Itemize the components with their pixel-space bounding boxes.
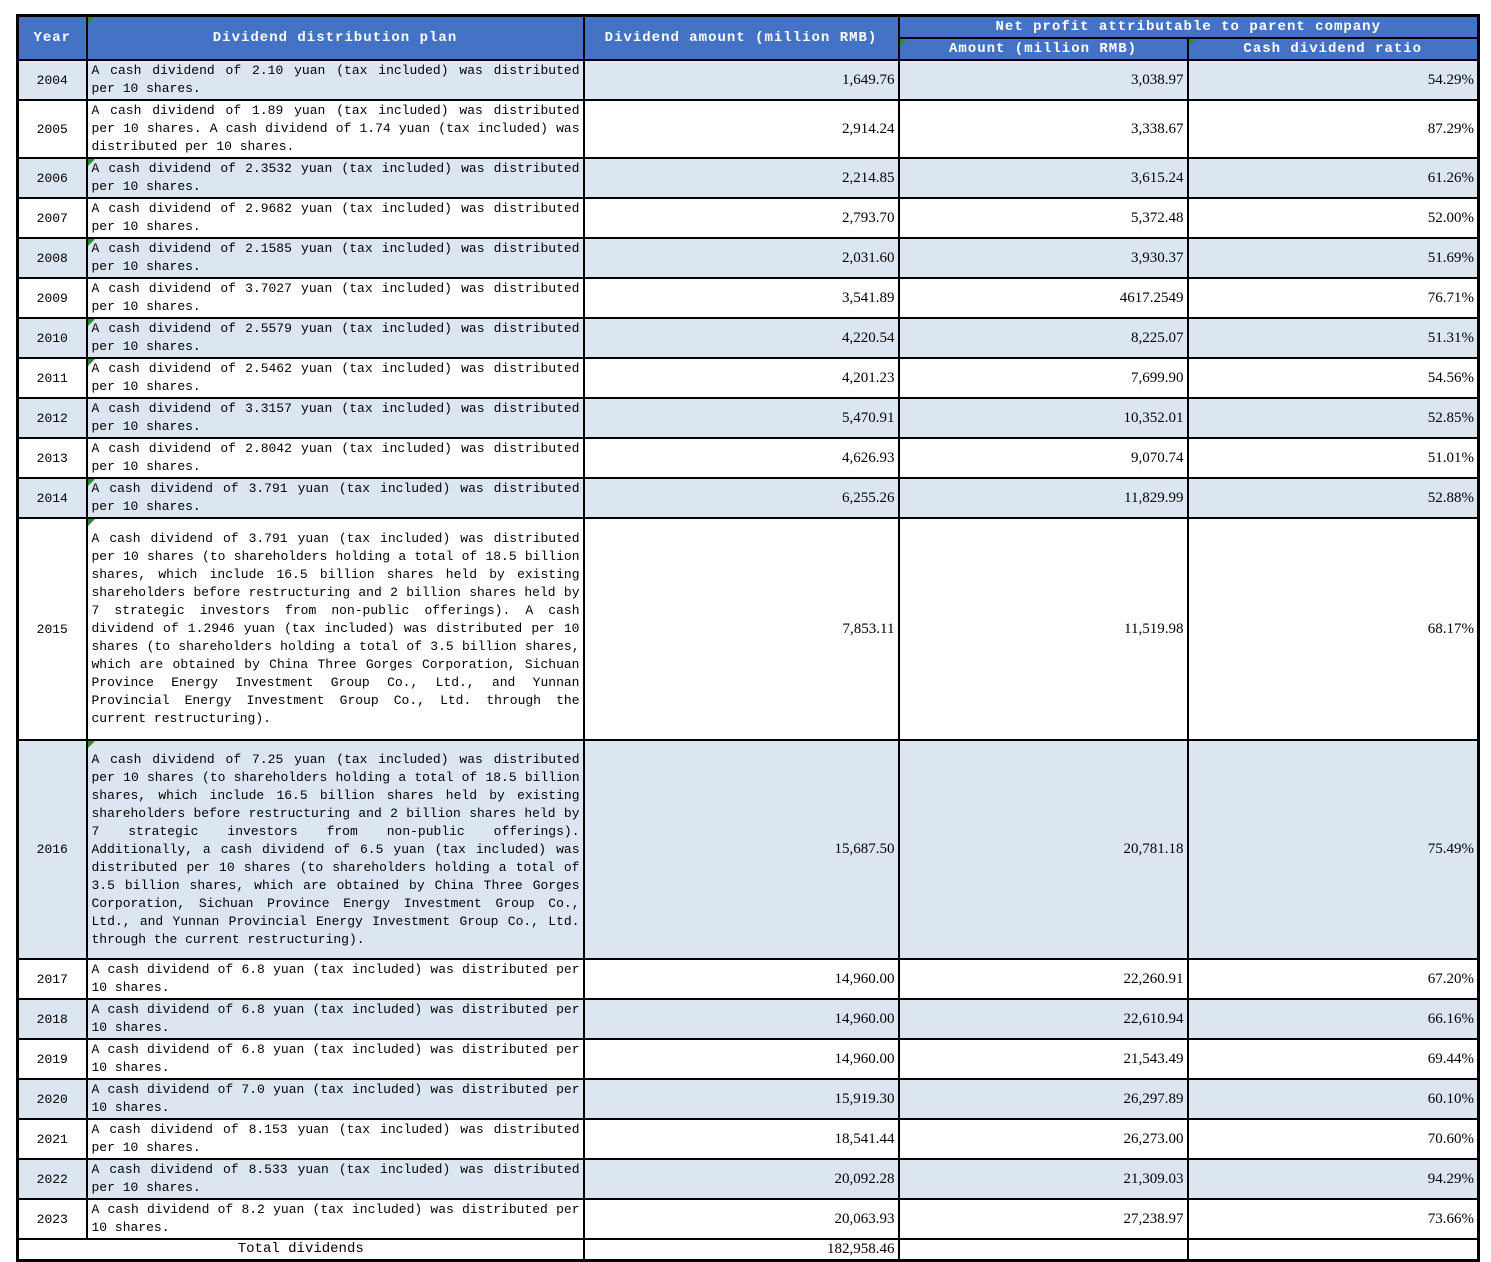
table-row bbox=[18, 1159, 1479, 1199]
dividend-amount-cell: 4,626.93 bbox=[584, 438, 899, 478]
net-profit-amount-cell: 5,372.48 bbox=[899, 198, 1188, 238]
cash-dividend-ratio-cell: 70.60% bbox=[1188, 1119, 1479, 1159]
plan-cell: A cash dividend of 2.3532 yuan (tax included) was distributed per 10 shares. bbox=[87, 158, 584, 198]
dividend-amount-cell: 2,914.24 bbox=[584, 100, 899, 158]
total-dividends-value: 182,958.46 bbox=[584, 1239, 899, 1260]
year-cell: 2017 bbox=[18, 959, 87, 999]
cash-dividend-ratio-header-label: Cash dividend ratio bbox=[1243, 41, 1423, 57]
plan-cell: A cash dividend of 6.8 yuan (tax included) was distributed per 10 shares. bbox=[87, 959, 584, 999]
dividend-amount-cell: 4,201.23 bbox=[584, 358, 899, 398]
dividend-amount-cell: 2,214.85 bbox=[584, 158, 899, 198]
dividend-amount-cell: 14,960.00 bbox=[584, 999, 899, 1039]
cash-dividend-ratio-cell: 51.69% bbox=[1188, 238, 1479, 278]
net-profit-amount-cell: 20,781.18 bbox=[899, 740, 1188, 959]
table-row bbox=[18, 999, 1479, 1039]
table-row bbox=[18, 1079, 1479, 1119]
cash-dividend-ratio-cell: 87.29% bbox=[1188, 100, 1479, 158]
year-cell: 2005 bbox=[18, 100, 87, 158]
dividend-amount-cell: 6,255.26 bbox=[584, 478, 899, 518]
cash-dividend-ratio-cell: 52.88% bbox=[1188, 478, 1479, 518]
cash-dividend-ratio-cell: 54.29% bbox=[1188, 60, 1479, 100]
year-cell: 2021 bbox=[18, 1119, 87, 1159]
total-row-empty-ratio-cell bbox=[1188, 1239, 1479, 1260]
total-row bbox=[18, 1239, 1479, 1260]
year-cell: 2010 bbox=[18, 318, 87, 358]
cash-dividend-ratio-cell: 68.17% bbox=[1188, 518, 1479, 740]
year-cell: 2014 bbox=[18, 478, 87, 518]
net-profit-amount-cell: 3,038.97 bbox=[899, 60, 1188, 100]
total-dividends-label: Total dividends bbox=[18, 1239, 584, 1260]
cell-corner-flag-icon bbox=[88, 17, 95, 24]
net-profit-amount-cell: 22,610.94 bbox=[899, 999, 1188, 1039]
cash-dividend-ratio-cell: 52.00% bbox=[1188, 198, 1479, 238]
dividend-distribution-table bbox=[16, 14, 1480, 1262]
dividend-amount-cell: 20,063.93 bbox=[584, 1199, 899, 1239]
cash-dividend-ratio-cell: 51.31% bbox=[1188, 318, 1479, 358]
table-row bbox=[18, 959, 1479, 999]
table-row bbox=[18, 740, 1479, 959]
cell-corner-flag-icon bbox=[88, 319, 95, 326]
plan-column-header-label: Dividend distribution plan bbox=[212, 30, 458, 46]
cash-dividend-ratio-cell: 76.71% bbox=[1188, 278, 1479, 318]
year-cell: 2015 bbox=[18, 518, 87, 740]
year-cell: 2022 bbox=[18, 1159, 87, 1199]
cash-dividend-ratio-cell: 67.20% bbox=[1188, 959, 1479, 999]
dividend-amount-cell: 2,793.70 bbox=[584, 198, 899, 238]
dividend-amount-cell: 20,092.28 bbox=[584, 1159, 899, 1199]
net-profit-amount-cell: 26,297.89 bbox=[899, 1079, 1188, 1119]
plan-cell: A cash dividend of 6.8 yuan (tax included) was distributed per 10 shares. bbox=[87, 1039, 584, 1079]
net-profit-amount-cell: 22,260.91 bbox=[899, 959, 1188, 999]
cell-corner-flag-icon bbox=[88, 519, 95, 526]
total-row-empty-amount-cell bbox=[899, 1239, 1188, 1260]
cell-corner-flag-icon bbox=[88, 741, 95, 748]
plan-column-header bbox=[87, 16, 584, 61]
table-row bbox=[18, 60, 1479, 100]
plan-cell: A cash dividend of 7.25 yuan (tax included) was distributed per 10 shares (to shareholders holding a total of 18.5 billion shares, which include 16.5 billion shares held by existing shareholders before restructuring and 2 billion shares held by 7 strategic investors from non-public offerings). Additionally, a cash dividend of 6.5 yuan (tax included) was distributed per 10 shares (to shareholders holding a total of 3.5 billion shares, which are obtained by China Three Gorges Corporation, Sichuan Province Energy Investment Group Co., Ltd., and Yunnan Provincial Energy Investment Group Co., Ltd. through the current restructuring). bbox=[87, 740, 584, 959]
dividend-amount-cell: 15,687.50 bbox=[584, 740, 899, 959]
cash-dividend-ratio-cell: 54.56% bbox=[1188, 358, 1479, 398]
cell-corner-flag-icon bbox=[1189, 39, 1196, 46]
plan-cell: A cash dividend of 8.153 yuan (tax included) was distributed per 10 shares. bbox=[87, 1119, 584, 1159]
table-row bbox=[18, 438, 1479, 478]
net-profit-amount-cell: 26,273.00 bbox=[899, 1119, 1188, 1159]
cell-corner-flag-icon bbox=[88, 159, 95, 166]
plan-cell: A cash dividend of 2.5579 yuan (tax included) was distributed per 10 shares. bbox=[87, 318, 584, 358]
dividend-table-container bbox=[16, 14, 1477, 1262]
net-profit-group-header: Net profit attributable to parent company bbox=[899, 16, 1479, 39]
plan-cell: A cash dividend of 2.8042 yuan (tax included) was distributed per 10 shares. bbox=[87, 438, 584, 478]
cash-dividend-ratio-cell: 69.44% bbox=[1188, 1039, 1479, 1079]
year-cell: 2011 bbox=[18, 358, 87, 398]
year-cell: 2018 bbox=[18, 999, 87, 1039]
year-cell: 2009 bbox=[18, 278, 87, 318]
net-profit-amount-cell: 27,238.97 bbox=[899, 1199, 1188, 1239]
cash-dividend-ratio-column-header bbox=[1188, 38, 1479, 60]
dividend-amount-cell: 2,031.60 bbox=[584, 238, 899, 278]
year-column-header: Year bbox=[18, 16, 87, 61]
table-row bbox=[18, 1199, 1479, 1239]
table-row bbox=[18, 1039, 1479, 1079]
plan-cell: A cash dividend of 6.8 yuan (tax included) was distributed per 10 shares. bbox=[87, 999, 584, 1039]
dividend-amount-cell: 5,470.91 bbox=[584, 398, 899, 438]
net-profit-amount-cell: 3,338.67 bbox=[899, 100, 1188, 158]
year-cell: 2012 bbox=[18, 398, 87, 438]
cash-dividend-ratio-cell: 66.16% bbox=[1188, 999, 1479, 1039]
cash-dividend-ratio-cell: 52.85% bbox=[1188, 398, 1479, 438]
net-profit-amount-cell: 9,070.74 bbox=[899, 438, 1188, 478]
net-profit-amount-header-label: Amount (million RMB) bbox=[948, 41, 1138, 57]
plan-cell: A cash dividend of 3.791 yuan (tax included) was distributed per 10 shares. bbox=[87, 478, 584, 518]
table-row bbox=[18, 398, 1479, 438]
net-profit-amount-cell: 10,352.01 bbox=[899, 398, 1188, 438]
cell-corner-flag-icon bbox=[88, 239, 95, 246]
cell-corner-flag-icon bbox=[900, 39, 907, 46]
year-cell: 2016 bbox=[18, 740, 87, 959]
cash-dividend-ratio-cell: 60.10% bbox=[1188, 1079, 1479, 1119]
plan-cell: A cash dividend of 1.89 yuan (tax included) was distributed per 10 shares. A cash dividend of 1.74 yuan (tax included) was distributed per 10 shares. bbox=[87, 100, 584, 158]
plan-cell: A cash dividend of 3.3157 yuan (tax included) was distributed per 10 shares. bbox=[87, 398, 584, 438]
year-cell: 2023 bbox=[18, 1199, 87, 1239]
dividend-amount-cell: 3,541.89 bbox=[584, 278, 899, 318]
net-profit-amount-cell: 21,309.03 bbox=[899, 1159, 1188, 1199]
cash-dividend-ratio-cell: 51.01% bbox=[1188, 438, 1479, 478]
table-row bbox=[18, 158, 1479, 198]
dividend-amount-cell: 1,649.76 bbox=[584, 60, 899, 100]
table-row bbox=[18, 358, 1479, 398]
table-row bbox=[18, 100, 1479, 158]
plan-cell: A cash dividend of 2.5462 yuan (tax included) was distributed per 10 shares. bbox=[87, 358, 584, 398]
plan-cell: A cash dividend of 7.0 yuan (tax included) was distributed per 10 shares. bbox=[87, 1079, 584, 1119]
table-row bbox=[18, 518, 1479, 740]
cell-corner-flag-icon bbox=[88, 479, 95, 486]
net-profit-amount-cell: 8,225.07 bbox=[899, 318, 1188, 358]
net-profit-amount-column-header bbox=[899, 38, 1188, 60]
table-row bbox=[18, 318, 1479, 358]
net-profit-amount-cell: 21,543.49 bbox=[899, 1039, 1188, 1079]
dividend-amount-cell: 15,919.30 bbox=[584, 1079, 899, 1119]
plan-cell: A cash dividend of 8.533 yuan (tax included) was distributed per 10 shares. bbox=[87, 1159, 584, 1199]
dividend-amount-cell: 4,220.54 bbox=[584, 318, 899, 358]
table-row bbox=[18, 1119, 1479, 1159]
year-cell: 2020 bbox=[18, 1079, 87, 1119]
year-cell: 2019 bbox=[18, 1039, 87, 1079]
dividend-amount-cell: 14,960.00 bbox=[584, 959, 899, 999]
plan-cell: A cash dividend of 8.2 yuan (tax included) was distributed per 10 shares. bbox=[87, 1199, 584, 1239]
year-cell: 2004 bbox=[18, 60, 87, 100]
cash-dividend-ratio-cell: 75.49% bbox=[1188, 740, 1479, 959]
table-row bbox=[18, 478, 1479, 518]
net-profit-amount-cell: 11,519.98 bbox=[899, 518, 1188, 740]
year-cell: 2013 bbox=[18, 438, 87, 478]
plan-cell: A cash dividend of 2.1585 yuan (tax included) was distributed per 10 shares. bbox=[87, 238, 584, 278]
net-profit-amount-cell: 11,829.99 bbox=[899, 478, 1188, 518]
plan-cell: A cash dividend of 2.10 yuan (tax included) was distributed per 10 shares. bbox=[87, 60, 584, 100]
net-profit-amount-cell: 3,615.24 bbox=[899, 158, 1188, 198]
plan-cell: A cash dividend of 3.791 yuan (tax included) was distributed per 10 shares (to shareholders holding a total of 18.5 billion shares, which include 16.5 billion shares held by existing shareholders before restructuring and 2 billion shares held by 7 strategic investors from non-public offerings). A cash dividend of 1.2946 yuan (tax included) was distributed per 10 shares (to shareholders holding a total of 3.5 billion shares, which are obtained by China Three Gorges Corporation, Sichuan Province Energy Investment Group Co., Ltd., and Yunnan Provincial Energy Investment Group Co., Ltd. through the current restructuring). bbox=[87, 518, 584, 740]
net-profit-amount-cell: 7,699.90 bbox=[899, 358, 1188, 398]
table-row bbox=[18, 238, 1479, 278]
dividend-amount-cell: 18,541.44 bbox=[584, 1119, 899, 1159]
net-profit-amount-cell: 4617.2549 bbox=[899, 278, 1188, 318]
table-row bbox=[18, 198, 1479, 238]
dividend-amount-cell: 14,960.00 bbox=[584, 1039, 899, 1079]
plan-cell: A cash dividend of 3.7027 yuan (tax included) was distributed per 10 shares. bbox=[87, 278, 584, 318]
cash-dividend-ratio-cell: 73.66% bbox=[1188, 1199, 1479, 1239]
year-cell: 2006 bbox=[18, 158, 87, 198]
plan-cell: A cash dividend of 2.9682 yuan (tax included) was distributed per 10 shares. bbox=[87, 198, 584, 238]
year-cell: 2007 bbox=[18, 198, 87, 238]
table-row bbox=[18, 278, 1479, 318]
cash-dividend-ratio-cell: 94.29% bbox=[1188, 1159, 1479, 1199]
dividend-amount-cell: 7,853.11 bbox=[584, 518, 899, 740]
cell-corner-flag-icon bbox=[88, 359, 95, 366]
dividend-amount-column-header: Dividend amount (million RMB) bbox=[584, 16, 899, 61]
net-profit-amount-cell: 3,930.37 bbox=[899, 238, 1188, 278]
cash-dividend-ratio-cell: 61.26% bbox=[1188, 158, 1479, 198]
year-cell: 2008 bbox=[18, 238, 87, 278]
